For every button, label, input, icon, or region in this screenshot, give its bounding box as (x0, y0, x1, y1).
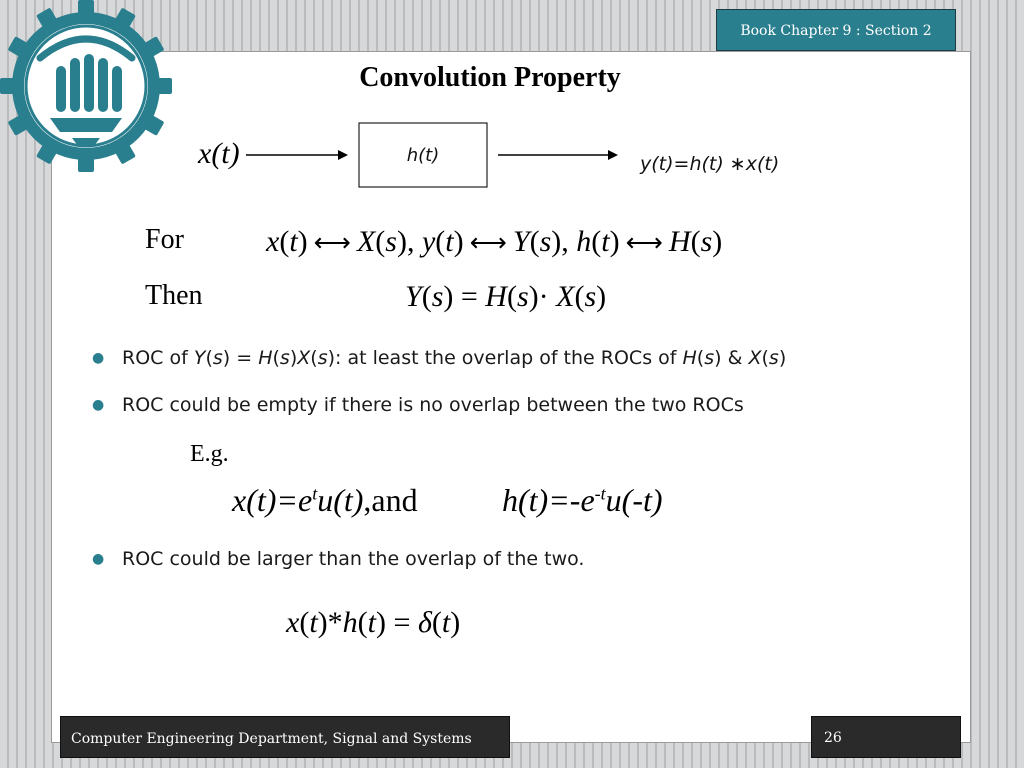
transform-pairs-equation (266, 225, 722, 259)
example-x-signal: $x(t)=e^tu(t),and$ (232, 482, 418, 518)
pair-x: x(t) ⟷ X(s), (266, 225, 415, 258)
example-label: E.g. (190, 441, 229, 467)
pair-y: y(t) ⟷ Y(s), (421, 225, 569, 258)
block-diagram (190, 115, 830, 195)
footer-course: Computer Engineering Department, Signal and Systems (60, 716, 510, 758)
for-label: For (145, 224, 184, 255)
chapter-tag: Book Chapter 9 : Section 2 (716, 9, 956, 51)
diagram-input-label: x(t) (198, 137, 240, 170)
bullet-icon: ● (92, 551, 105, 567)
pair-h: h(t) ⟷ H(s) (576, 225, 723, 258)
footer-page-number: 26 (811, 716, 961, 758)
seal-icon (0, 0, 172, 172)
double-arrow-icon: ⟷ (625, 228, 663, 257)
convolution-result-equation: Y(s) = H(s)· X(s) (405, 280, 607, 313)
bullet-roc-empty: ● ROC could be empty if there is no overlap between the two ROCs (92, 394, 744, 416)
input-arrow-head (338, 150, 348, 160)
university-logo (0, 0, 172, 172)
diagram-output-label: y(t)=h(t) ∗x(t) (640, 153, 780, 175)
output-arrow-head (608, 150, 618, 160)
double-arrow-icon: ⟷ (313, 228, 351, 257)
bullet-roc-overlap: ● ROC of Y(s) = H(s)X(s): at least the overlap of the ROCs of H(s) & X(s) (92, 347, 787, 369)
delta-equation: x(t)*h(t) = δ(t) (286, 606, 461, 639)
double-arrow-icon: ⟷ (469, 228, 507, 257)
example-h-signal: $h(t)=-e^{-t}u(-t)$ (502, 482, 663, 518)
system-label: h(t) (406, 145, 440, 166)
slide-title: Convolution Property (359, 62, 621, 93)
bullet-icon: ● (92, 350, 105, 366)
bullet-icon: ● (92, 397, 105, 413)
then-label: Then (145, 280, 203, 311)
bullet-roc-larger: ● ROC could be larger than the overlap of the two. (92, 548, 585, 570)
